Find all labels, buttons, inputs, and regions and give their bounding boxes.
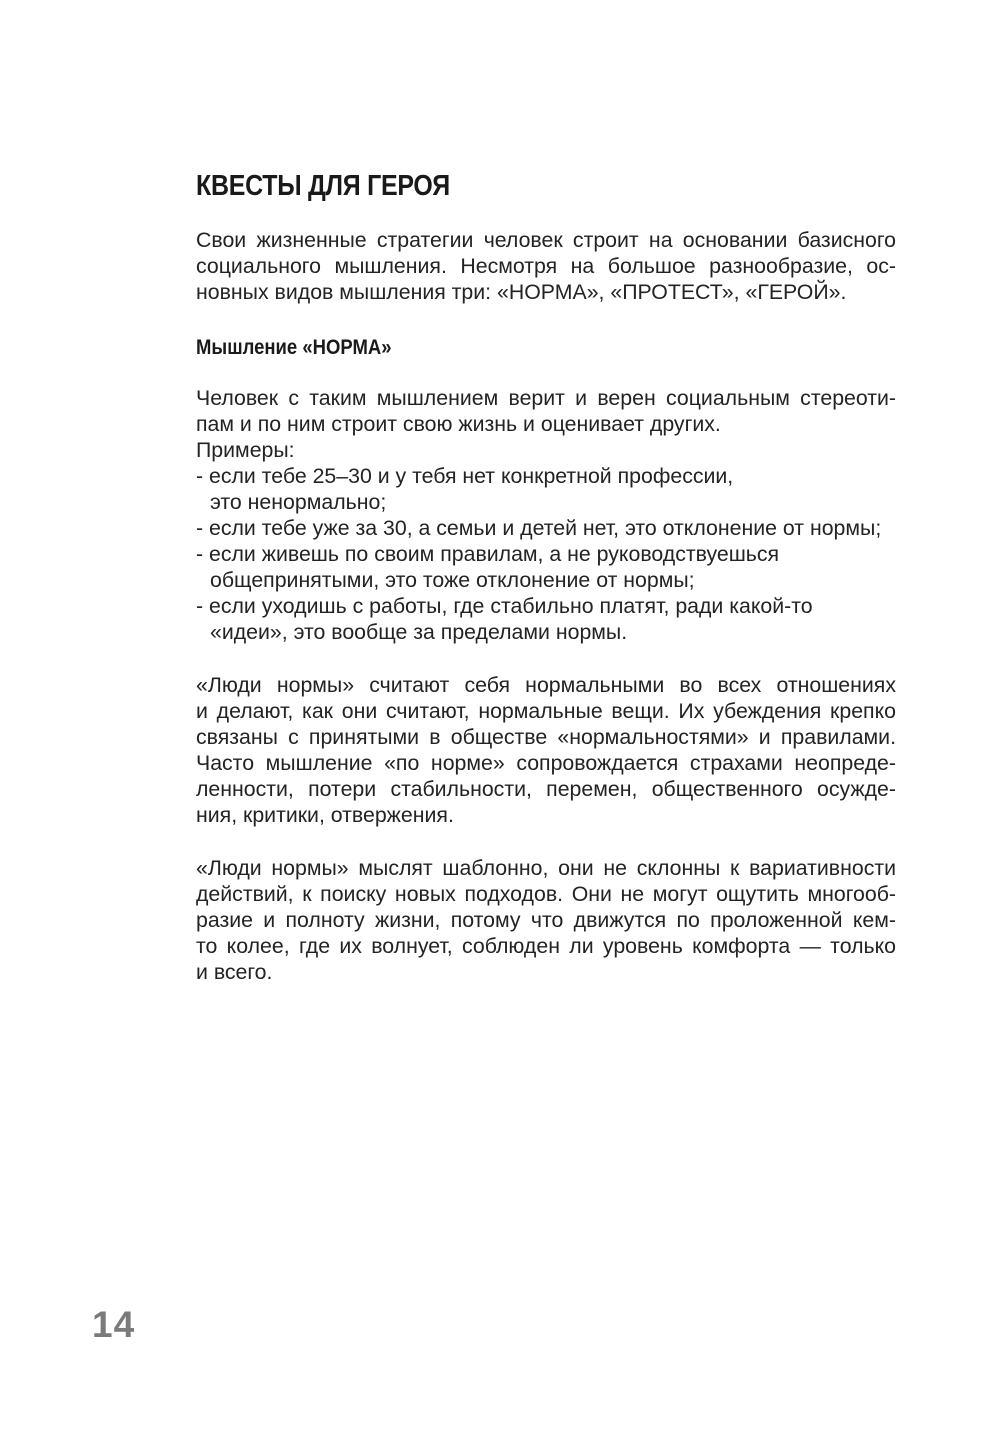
paragraph-line: разие и полноту жизни, потому что движутся по проложенной кем- [196,908,896,932]
paragraph-line: Часто мышление «по норме» сопровождается страхами неопреде- [196,751,896,775]
page-title: КВЕСТЫ ДЛЯ ГЕРОЯ [196,170,450,202]
paragraph-line: и делают, как они считают, нормальные вещи. Их убеждения крепко [196,699,896,723]
paragraph-line: то колее, где их волнует, соблюден ли уровень комфорта — только [196,934,896,958]
example-item: - если тебе 25–30 и у тебя нет конкретной профессии, [196,464,734,488]
paragraph-line: «Люди нормы» мыслят шаблонно, они не склонны к вариативности [196,856,896,880]
example-item-continuation: общепринятыми, это тоже отклонение от нормы; [210,568,695,592]
example-item: - если живешь по своим правилам, а не руководствуешься [196,542,780,566]
example-item: - если тебе уже за 30, а семьи и детей нет, это отклонение от нормы; [196,516,882,540]
example-item: - если уходишь с работы, где стабильно платят, ради какой-то [196,594,813,618]
examples-label: Примеры: [196,438,295,462]
description-line: Человек с таким мышлением верит и верен социальным стереоти- [196,386,896,410]
paragraph-line: действий, к поиску новых подходов. Они не могут ощутить многооб- [196,882,896,906]
intro-line: новных видов мышления три: «НОРМА», «ПРОТЕСТ», «ГЕРОЙ». [196,280,847,304]
paragraph-line: и всего. [196,960,273,984]
paragraph-line: ния, критики, отвержения. [196,803,454,827]
intro-paragraph [196,227,896,305]
intro-line: социального мышления. Несмотря на большое разнообразие, ос- [196,254,896,278]
description-line: пам и по ним строит свою жизнь и оценивает других. [196,412,721,436]
norma-description [196,385,896,645]
intro-line: Свои жизненные стратегии человек строит на основании базисного [196,228,896,252]
section-heading: Мышление «НОРМА» [196,335,392,359]
paragraph-line: «Люди нормы» считают себя нормальными во всех отношениях [196,673,896,697]
page-number: 14 [92,1304,136,1345]
paragraph-line: ленности, потери стабильности, перемен, общественного осужде- [196,777,896,801]
example-item-continuation: это ненормально; [210,490,387,514]
paragraph-template-thinking [196,855,896,985]
paragraph-people-of-norm [196,672,896,828]
paragraph-line: связаны с принятыми в обществе «нормальностями» и правилами. [196,725,896,749]
example-item-continuation: «идеи», это вообще за пределами нормы. [210,620,628,644]
